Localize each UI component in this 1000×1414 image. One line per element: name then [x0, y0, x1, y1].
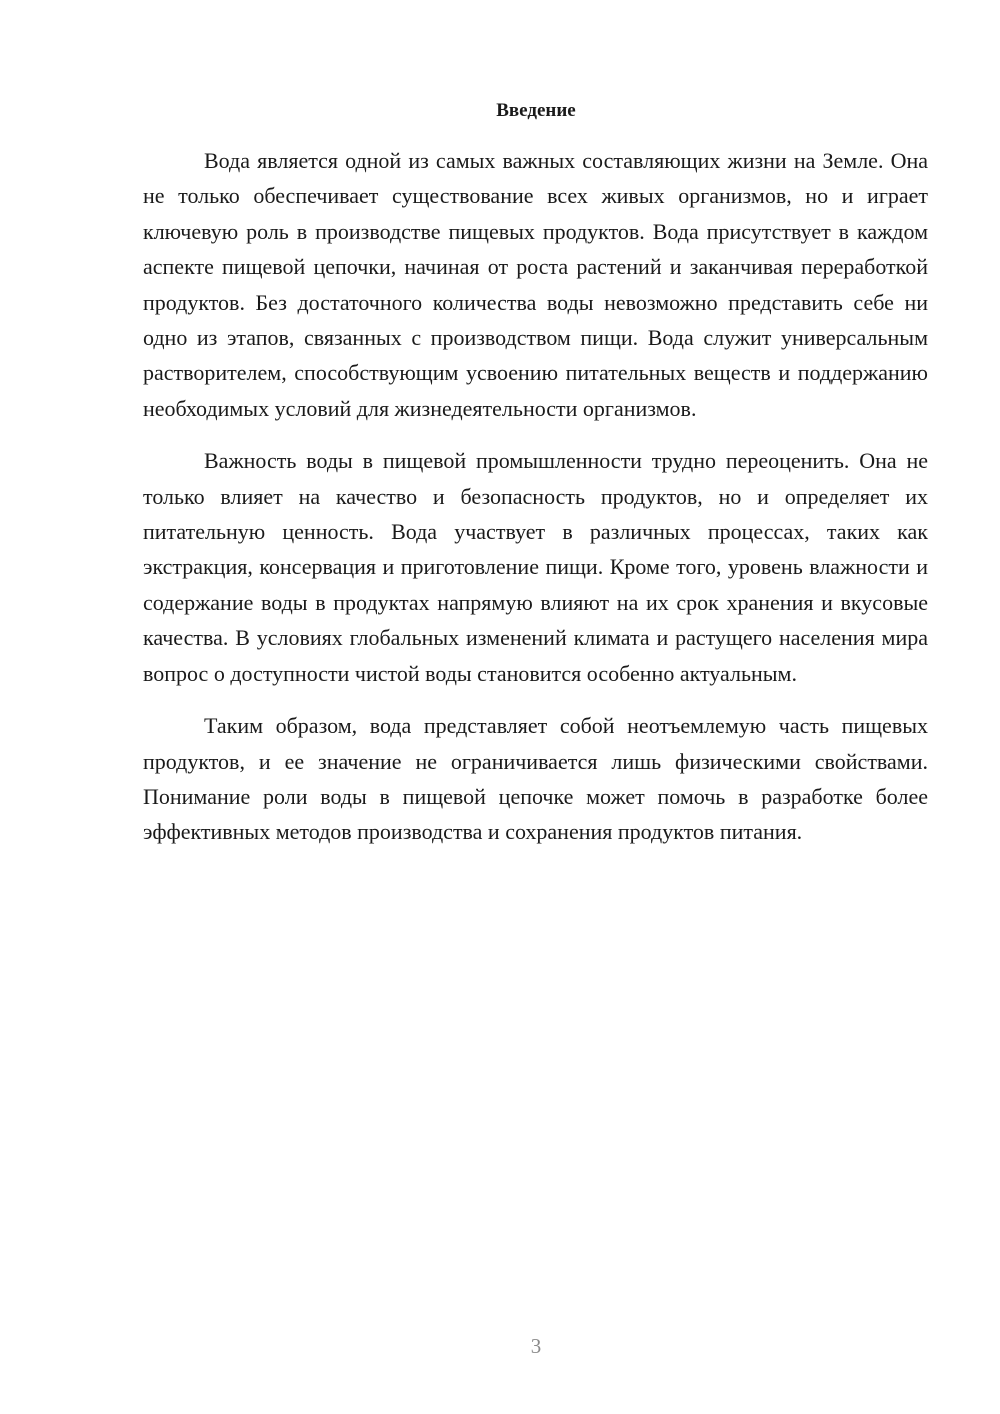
body-text [143, 143, 928, 867]
paragraph-3: Таким образом, вода представляет собой неотъемлемую часть пищевых продуктов, и ее значение не ограничивается лишь физическими свойствами. Понимание роли воды в пищевой цепочке может помочь в разработке более эффективных методов производства и сохранения продуктов питания. [143, 713, 928, 845]
section-title: Введение [496, 100, 576, 121]
paragraph-2: Важность воды в пищевой промышленности трудно переоценить. Она не только влияет на качество и безопасность продуктов, но и определяет их питательную ценность. Вода участвует в различных процессах, таких как экстракция, консервация и приготовление пищи. Кроме того, уровень влажности и содержание воды в продуктах напрямую влияют на их срок хранения и вкусовые качества. В условиях глобальных изменений климата и растущего населения мира вопрос о доступности чистой воды становится особенно актуальным. [143, 448, 928, 686]
paragraph-1: Вода является одной из самых важных составляющих жизни на Земле. Она не только обеспечивает существование всех живых организмов, но и играет ключевую роль в производстве пищевых продуктов. Вода присутствует в каждом аспекте пищевой цепочки, начиная от роста растений и заканчивая переработкой продуктов. Без достаточного количества воды невозможно представить себе ни одно из этапов, связанных с производством пищи. Вода служит универсальным растворителем, способствующим усвоению питательных веществ и поддержанию необходимых условий для жизнедеятельности организмов. [143, 148, 928, 421]
page-number: 3 [530, 1334, 542, 1358]
